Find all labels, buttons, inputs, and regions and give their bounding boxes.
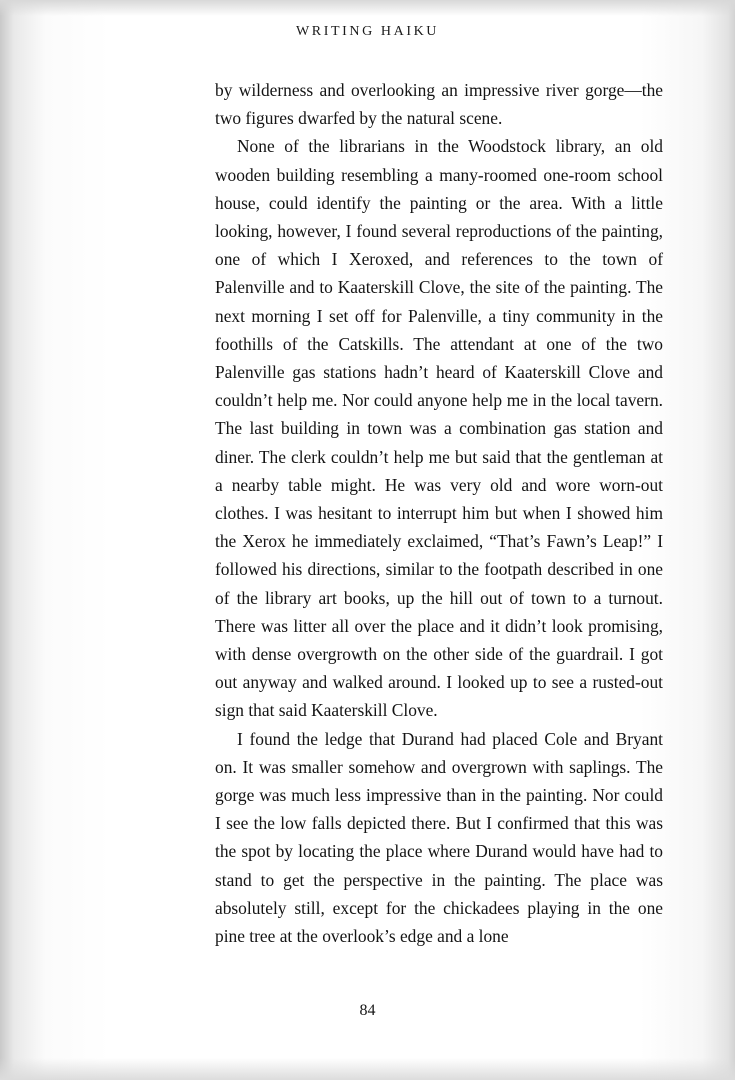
paragraph: I found the ledge that Durand had placed Cole and Bryant on. It was smaller somehow and overgrown with saplings. The gorge was much less impressive than in the painting. Nor could I see the low falls depicted there. But I confirmed that this was the spot by locating the place where Durand would have had to stand to get the perspective in the painting. The place was absolutely still, except for the chickadees playing in the one pine tree at the overlook’s edge and a lone bbox=[215, 728, 663, 947]
page-number: 84 bbox=[359, 1002, 376, 1019]
running-head: WRITING HAIKU bbox=[295, 24, 440, 39]
paragraph: None of the librarians in the Woodstock library, an old wooden building resembling a many-roomed one-room school house, could identify the painting or the area. With a little looking, however, I found several reproductions of the painting, one of which I Xeroxed, and references to the town of Palenville and to Kaaterskill Clove, the site of the painting. The next morning I set off for Palenville, a tiny community in the foothills of the Catskills. The attendant at one of the two Palenville gas stations hadn’t heard of Kaaterskill Clove and couldn’t help me. Nor could anyone help me in the local tavern. The last building in town was a combination gas station and diner. The clerk couldn’t help me but said that the gentleman at a nearby table might. He was very old and wore worn-out clothes. I was hesitant to interrupt him but when I showed him the Xerox he immediately exclaimed, “That’s Fawn’s Leap!” I followed his directions, similar to the footpath described in one of the library art books, up the hill out of town to a turnout. There was litter all over the place and it didn’t look promising, with dense overgrowth on the other side of the guardrail. I got out anyway and walked around. I looked up to see a rusted-out sign that said Kaaterskill Clove. bbox=[215, 136, 663, 721]
paragraph: by wilderness and overlooking an impressive river gorge—the two figures dwarfed by the natural scene. bbox=[215, 80, 663, 129]
body-text bbox=[215, 76, 663, 950]
